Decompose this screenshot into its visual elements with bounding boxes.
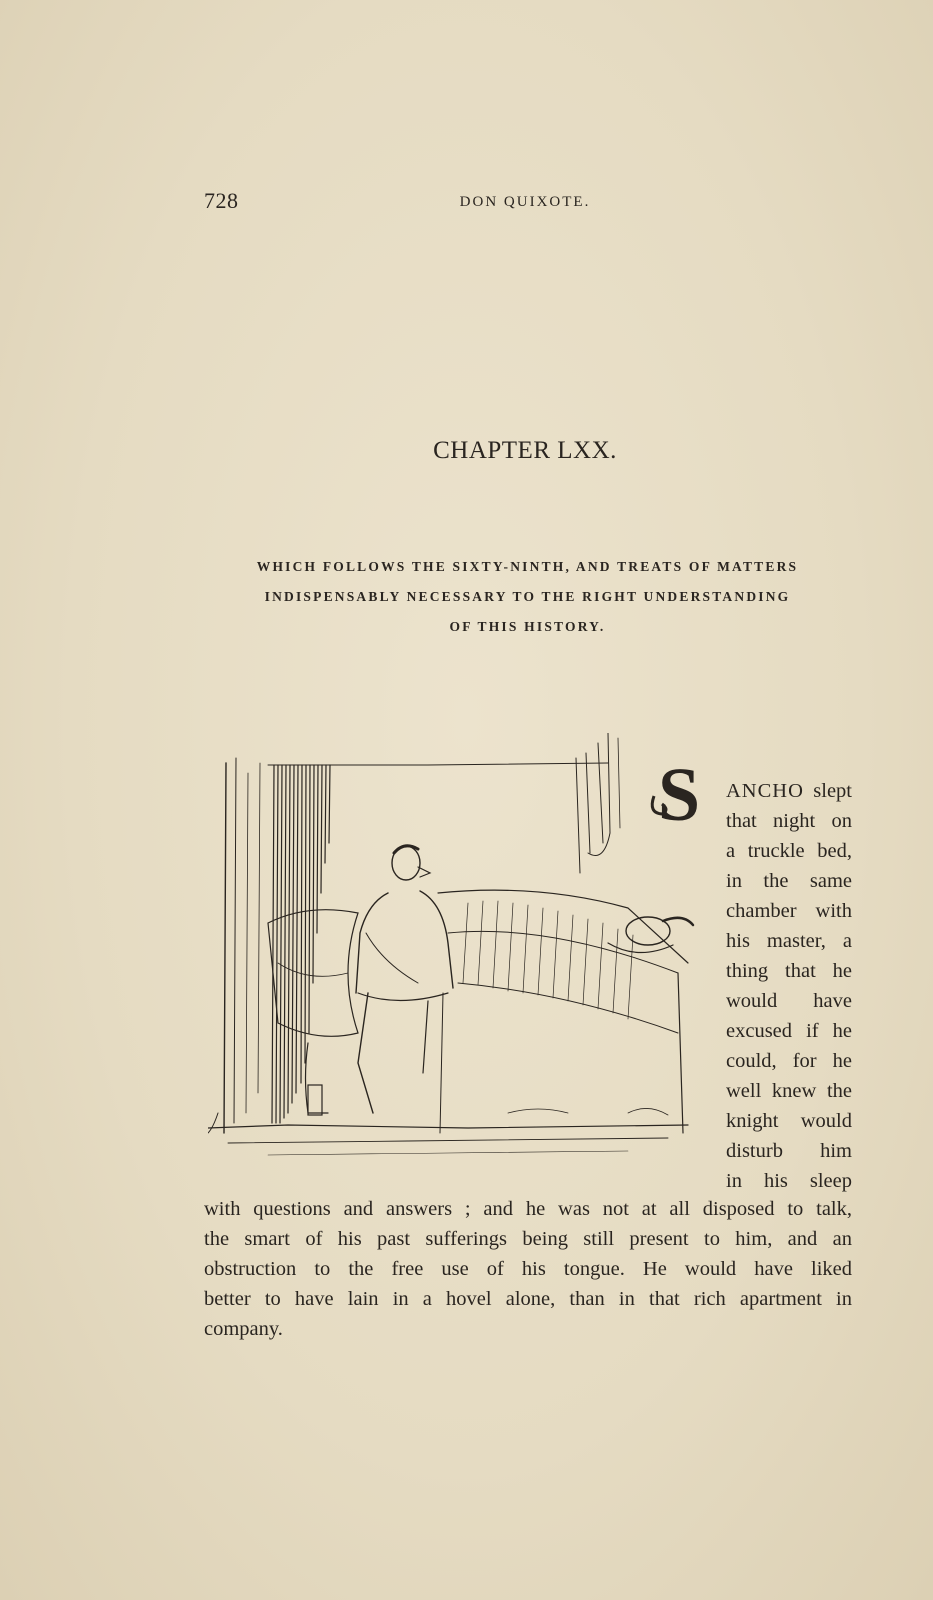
page-number: 728 <box>204 188 239 213</box>
chapter-title: CHAPTER LXX. <box>433 437 617 464</box>
subtitle-line: OF THIS HISTORY. <box>449 619 606 634</box>
running-head: DON QUIXOTE. <box>459 194 591 210</box>
text-line: thing that he <box>726 960 852 982</box>
text-line: with questions and answers ; and he was not at all disposed to talk, <box>204 1198 852 1220</box>
text-line: his master, a <box>726 930 852 952</box>
subtitle-line: INDISPENSABLY NECESSARY TO THE RIGHT UNDERSTANDING <box>264 589 791 604</box>
text-line: that night on <box>726 810 852 832</box>
sancho-sitting-by-bed-engraving-icon <box>208 733 701 1189</box>
first-word-rest: ANCHO <box>726 780 804 802</box>
text-line: well knew the <box>726 1080 852 1102</box>
text-line: chamber with <box>726 900 852 922</box>
drop-cap-ornament-icon <box>648 758 710 833</box>
text-line: obstruction to the free use of his tongue. He would have liked <box>204 1258 852 1280</box>
text-line: better to have lain in a hovel alone, than in that rich apartment in <box>204 1288 852 1310</box>
chapter-subtitle <box>205 552 850 642</box>
text-line: could, for he <box>726 1050 852 1072</box>
text-line: knight would <box>726 1110 852 1132</box>
text-line: ANCHO slept <box>726 780 852 802</box>
text-line: in his sleep <box>726 1170 852 1192</box>
text-line: in the same <box>726 870 852 892</box>
subtitle-line: WHICH FOLLOWS THE SIXTY-NINTH, AND TREATS OF MATTERS <box>256 559 799 574</box>
text-line: company. <box>204 1318 283 1340</box>
text-line: would have <box>726 990 852 1012</box>
text-line: disturb him <box>726 1140 852 1162</box>
drop-cap-letter: S <box>657 758 701 833</box>
text-line: a truckle bed, <box>726 840 852 862</box>
text-line: excused if he <box>726 1020 852 1042</box>
text-line: the smart of his past sufferings being still present to him, and an <box>204 1228 852 1250</box>
